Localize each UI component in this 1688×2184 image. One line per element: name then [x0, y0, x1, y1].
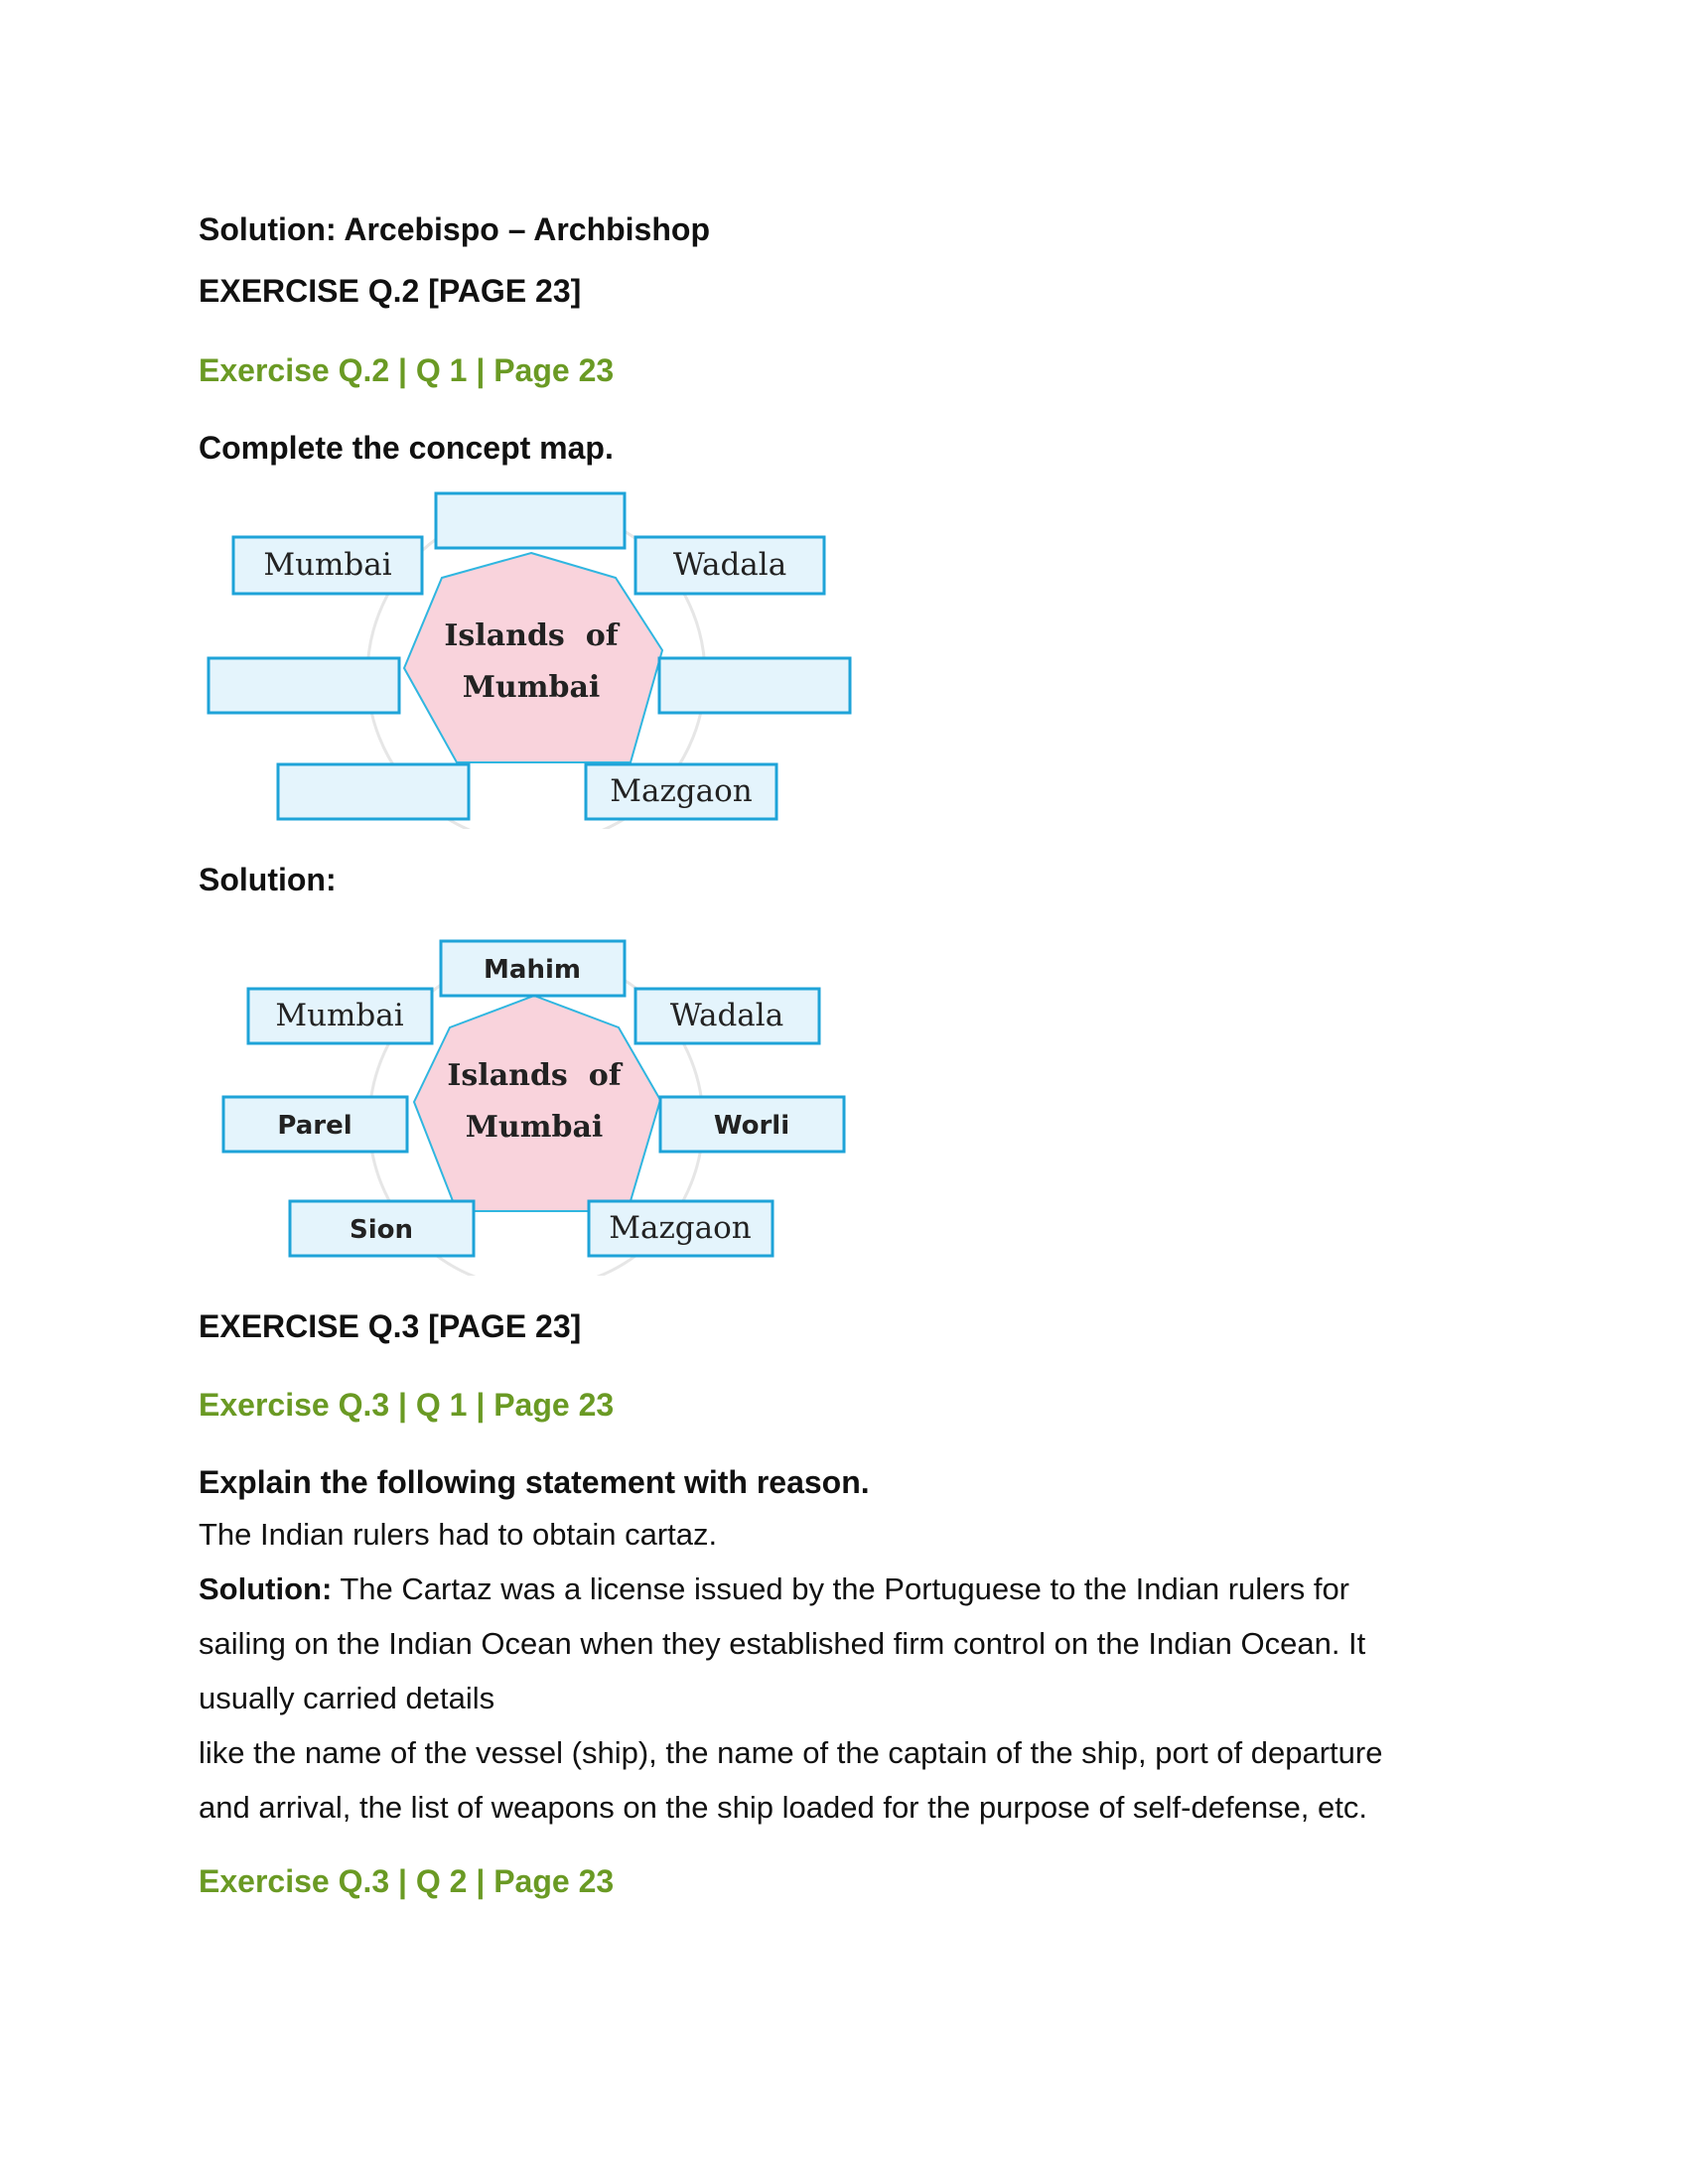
solution-line-3: usually carried details: [199, 1681, 495, 1715]
question-label-q2-1: Exercise Q.2 | Q 1 | Page 23: [199, 352, 615, 388]
box-top-right-label: Wadala: [669, 998, 784, 1033]
box-mid-right: [659, 658, 850, 713]
solution-label-q2-1: Solution:: [199, 862, 337, 897]
box-bottom-left-label: Sion: [349, 1215, 414, 1245]
box-top-right-label: Wadala: [672, 547, 787, 583]
box-top-left-label: Mumbai: [263, 547, 392, 583]
question-label-q3-2: Exercise Q.3 | Q 2 | Page 23: [199, 1863, 615, 1899]
center-octagon: [404, 553, 662, 762]
solution-text-1: The Cartaz was a license issued by the Portuguese to the Indian rulers for: [332, 1571, 1350, 1606]
exercise-q3-heading: EXERCISE Q.3 [PAGE 23]: [199, 1308, 582, 1344]
solution-line-5: and arrival, the list of weapons on the ship loaded for the purpose of self-defense, etc.: [199, 1790, 1368, 1825]
previous-solution-line: Solution: Arcebispo – Archbishop: [199, 211, 710, 247]
box-bottom-left: [278, 764, 469, 819]
center-octagon: [414, 996, 660, 1211]
box-top-left-label: Mumbai: [275, 998, 404, 1033]
question-prompt-q3-1: Explain the following statement with reason.: [199, 1464, 870, 1500]
box-top: [436, 493, 625, 548]
statement-text: The Indian rulers had to obtain cartaz.: [199, 1517, 718, 1552]
question-prompt-q2-1: Complete the concept map.: [199, 430, 614, 466]
solution-line-2: sailing on the Indian Ocean when they established firm control on the Indian Ocean. It: [199, 1626, 1366, 1661]
box-mid-left-label: Parel: [277, 1111, 352, 1141]
concept-map-solution: [194, 933, 869, 1276]
box-top-label: Mahim: [484, 955, 581, 985]
box-mid-right-label: Worli: [713, 1111, 790, 1141]
question-label-q3-1: Exercise Q.3 | Q 1 | Page 23: [199, 1387, 615, 1423]
concept-map-question: [194, 481, 869, 829]
center-label-line1: Islands of: [444, 618, 619, 653]
solution-line-1: [199, 1562, 1519, 1616]
box-bottom-right-label: Mazgaon: [610, 773, 753, 809]
box-bottom-right-label: Mazgaon: [609, 1210, 752, 1246]
solution-label: Solution:: [199, 1571, 333, 1606]
solution-line-4: like the name of the vessel (ship), the name of the captain of the ship, port of departure: [199, 1735, 1383, 1770]
center-label-line1: Islands of: [447, 1058, 622, 1093]
answer-block-q3-1: [199, 1507, 1519, 1835]
center-label-line2: Mumbai: [462, 670, 601, 705]
center-label-line2: Mumbai: [465, 1110, 604, 1145]
box-mid-left: [209, 658, 399, 713]
exercise-q2-heading: EXERCISE Q.2 [PAGE 23]: [199, 273, 582, 309]
